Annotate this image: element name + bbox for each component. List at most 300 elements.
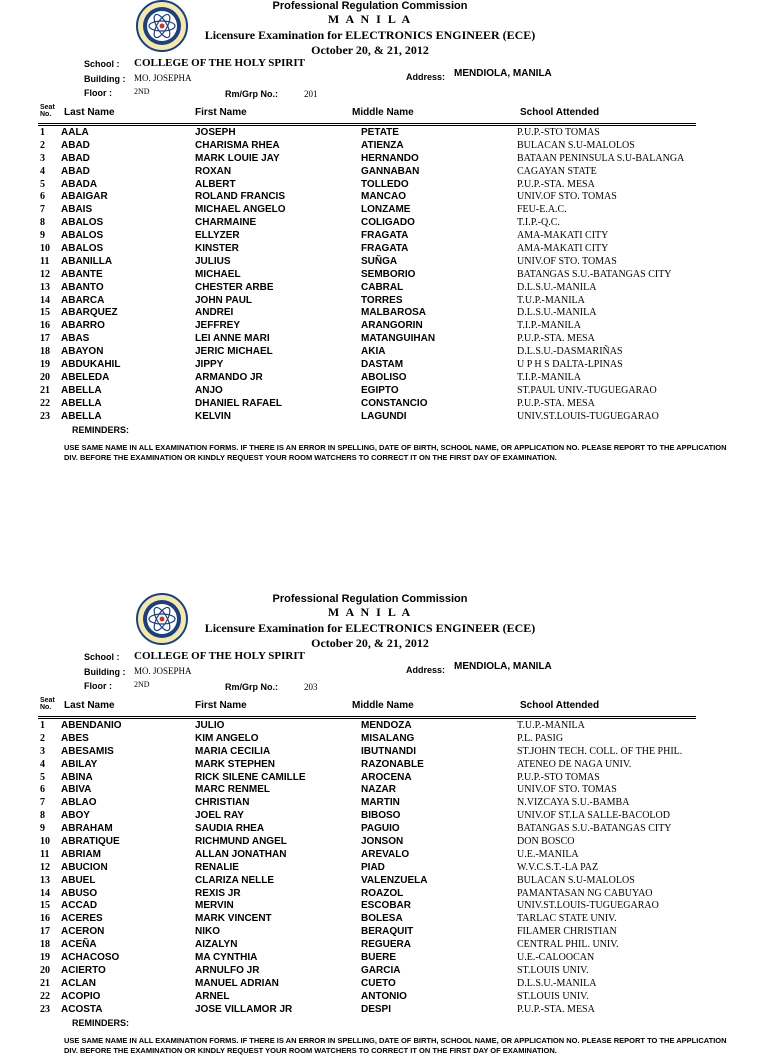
room-value: 201 — [304, 89, 318, 99]
table-row — [0, 346, 768, 359]
last-name: ABINA — [61, 771, 93, 783]
prc-seal-logo — [136, 0, 188, 52]
seat-no: 17 — [40, 333, 50, 345]
middle-name: BERAQUIT — [361, 926, 414, 938]
seat-no: 7 — [40, 797, 45, 809]
address-label: Address: — [406, 72, 446, 82]
seat-no: 10 — [40, 243, 50, 255]
school-attended: BULACAN S.U-MALOLOS — [517, 139, 635, 151]
first-name: CHARISMA RHEA — [195, 139, 280, 151]
table-row — [0, 359, 768, 372]
first-name: ELLYZER — [195, 230, 240, 242]
last-name: ACOSTA — [61, 1003, 103, 1015]
middle-name: BUERE — [361, 952, 397, 964]
last-name: ABARCA — [61, 294, 105, 306]
room-label: Rm/Grp No.: — [225, 89, 278, 99]
school-attended: CENTRAL PHIL. UNIV. — [517, 939, 619, 951]
last-name: ABALOS — [61, 217, 104, 229]
table-row — [0, 991, 768, 1004]
first-name: MARIA CECILIA — [195, 745, 271, 757]
middle-name: ATIENZA — [361, 139, 404, 151]
school-value: COLLEGE OF THE HOLY SPIRIT — [134, 57, 305, 69]
table-row — [0, 385, 768, 398]
last-name: ABRIAM — [61, 848, 101, 860]
seat-no: 5 — [40, 178, 45, 190]
table-row — [0, 166, 768, 179]
first-name: MA CYNTHIA — [195, 952, 258, 964]
school-attended: T.U.P.-MANILA — [517, 294, 585, 306]
middle-name: LONZAME — [361, 204, 411, 216]
table-row — [0, 243, 768, 256]
middle-name: SUÑGA — [361, 255, 398, 267]
last-name: ABAD — [61, 139, 90, 151]
school-attended: BATANGAS S.U.-BATANGAS CITY — [517, 823, 672, 835]
first-name: CHARMAINE — [195, 217, 257, 229]
table-row — [0, 191, 768, 204]
seat-no: 14 — [40, 294, 50, 306]
school-attended: FEU-E.A.C. — [517, 204, 567, 216]
school-attended: DON BOSCO — [517, 836, 575, 848]
seat-no: 19 — [40, 359, 50, 371]
table-row — [0, 746, 768, 759]
seat-no: 21 — [40, 977, 50, 989]
seat-no: 6 — [40, 191, 45, 203]
table-row — [0, 269, 768, 282]
room-section-2 — [0, 593, 768, 1063]
first-name: ARNULFO JR — [195, 964, 260, 976]
first-name-header: First Name — [195, 700, 247, 711]
seat-no: 23 — [40, 1003, 50, 1015]
last-name: ABIVA — [61, 784, 92, 796]
table-row — [0, 759, 768, 772]
school-attended: BULACAN S.U-MALOLOS — [517, 874, 635, 886]
address-value: MENDIOLA, MANILA — [454, 68, 552, 79]
school-attended: PAMANTASAN NG CABUYAO — [517, 887, 653, 899]
first-name: JOEL RAY — [195, 810, 244, 822]
table-row — [0, 217, 768, 230]
seat-no: 5 — [40, 771, 45, 783]
school-label: School : — [84, 59, 120, 69]
reminders-label: REMINDERS: — [72, 425, 130, 435]
table-row — [0, 720, 768, 733]
first-name: MARK STEPHEN — [195, 758, 276, 770]
first-name: RICK SILENE CAMILLE — [195, 771, 306, 783]
last-name: ACEÑA — [61, 939, 97, 951]
seat-no: 19 — [40, 952, 50, 964]
seat-no: 20 — [40, 371, 50, 383]
middle-name: DESPI — [361, 1003, 392, 1015]
seat-no: 16 — [40, 913, 50, 925]
table-row — [0, 849, 768, 862]
exam-date: October 20, & 21, 2012 — [311, 43, 429, 57]
seat-no: 10 — [40, 836, 50, 848]
school-attended: U.E.-CALOOCAN — [517, 952, 595, 964]
first-name: CHRISTIAN — [195, 797, 250, 809]
table-row — [0, 230, 768, 243]
first-name: DHANIEL RAFAEL — [195, 397, 283, 409]
middle-name: RAZONABLE — [361, 758, 424, 770]
last-name: ACOPIO — [61, 990, 101, 1002]
seat-no: 21 — [40, 384, 50, 396]
seat-no: 22 — [40, 990, 50, 1002]
last-name: ACIERTO — [61, 964, 106, 976]
exam-date: October 20, & 21, 2012 — [311, 636, 429, 650]
floor-value: 2ND — [134, 87, 150, 96]
middle-name: DASTAM — [361, 359, 404, 371]
first-name: MANUEL ADRIAN — [195, 977, 279, 989]
header-rule — [38, 718, 696, 719]
middle-name: GARCIA — [361, 964, 401, 976]
first-name: ROXAN — [195, 165, 232, 177]
address-label: Address: — [406, 665, 446, 675]
last-name: ABELEDA — [61, 371, 110, 383]
school-attended: U P H S DALTA-LPINAS — [517, 359, 623, 371]
school-attended: UNIV.OF STO. TOMAS — [517, 784, 617, 796]
last-name: ACERON — [61, 926, 105, 938]
middle-name-header: Middle Name — [352, 107, 414, 118]
school-attended: ST.LOUIS UNIV. — [517, 990, 589, 1002]
middle-name: BOLESA — [361, 913, 403, 925]
last-name: ABAS — [61, 333, 90, 345]
first-name: RENALIE — [195, 861, 239, 873]
room-value: 203 — [304, 682, 318, 692]
building-value: MO. JOSEPHA — [134, 73, 192, 83]
middle-name: REGUERA — [361, 939, 412, 951]
seat-no: 3 — [40, 745, 45, 757]
table-row — [0, 823, 768, 836]
city-title: M A N I L A — [327, 12, 413, 26]
school-attended: N.VIZCAYA S.U.-BAMBA — [517, 797, 630, 809]
middle-name: MATANGUIHAN — [361, 333, 436, 345]
school-attended: UNIV.OF ST.LA SALLE-BACOLOD — [517, 810, 670, 822]
middle-name: PETATE — [361, 127, 399, 138]
school-attended: P.L. PASIG — [517, 732, 564, 744]
first-name: MICHAEL — [195, 268, 241, 280]
table-row — [0, 797, 768, 810]
school-attended: U.E.-MANILA — [517, 848, 579, 860]
last-name: ABELLA — [61, 397, 102, 409]
table-row — [0, 295, 768, 308]
middle-name: MANCAO — [361, 191, 406, 203]
seat-no: 6 — [40, 784, 45, 796]
school-attended: ST.PAUL UNIV.-TUGUEGARAO — [517, 384, 657, 396]
seat-no: 7 — [40, 204, 45, 216]
middle-name: ANTONIO — [361, 990, 407, 1002]
last-name: ABALOS — [61, 243, 104, 255]
middle-name: VALENZUELA — [361, 874, 428, 886]
table-row — [0, 411, 768, 424]
last-name: ABUCION — [61, 861, 108, 873]
school-attended: W.V.C.S.T.-LA PAZ — [517, 861, 599, 873]
first-name: MARC RENMEL — [195, 784, 270, 796]
school-attended: T.U.P.-MANILA — [517, 720, 585, 731]
first-name: KELVIN — [195, 410, 231, 422]
seat-no: 16 — [40, 320, 50, 332]
first-name: JULIUS — [195, 255, 231, 267]
last-name: ABARQUEZ — [61, 307, 118, 319]
school-attended: P.U.P.-STA. MESA — [517, 333, 595, 345]
school-attended: UNIV.ST.LOUIS-TUGUEGARAO — [517, 900, 659, 912]
school-attended: P.U.P.-STA. MESA — [517, 397, 595, 409]
last-name: ABOY — [61, 810, 90, 822]
middle-name: GANNABAN — [361, 165, 420, 177]
middle-name: CABRAL — [361, 281, 404, 293]
last-name: ABES — [61, 732, 89, 744]
table-row — [0, 320, 768, 333]
last-name: ABDUKAHIL — [61, 359, 121, 371]
middle-name: ROAZOL — [361, 887, 404, 899]
building-label: Building : — [84, 667, 126, 677]
last-name: ABRAHAM — [61, 823, 113, 835]
table-row — [0, 179, 768, 192]
middle-name: NAZAR — [361, 784, 396, 796]
table-row — [0, 372, 768, 385]
school-attended: T.I.P.-Q.C. — [517, 217, 560, 229]
first-name-header: First Name — [195, 107, 247, 118]
seat-no: 15 — [40, 307, 50, 319]
reminders-label: REMINDERS: — [72, 1018, 130, 1028]
first-name: MERVIN — [195, 900, 234, 912]
school-attended: D.L.S.U.-MANILA — [517, 281, 597, 293]
floor-label: Floor : — [84, 88, 112, 98]
address-value: MENDIOLA, MANILA — [454, 661, 552, 672]
last-name: ABUSO — [61, 887, 98, 899]
first-name: JULIO — [195, 720, 225, 731]
seat-no: 13 — [40, 874, 50, 886]
middle-name-header: Middle Name — [352, 700, 414, 711]
middle-name: AROCENA — [361, 771, 412, 783]
middle-name: COLIGADO — [361, 217, 415, 229]
last-name: ABAYON — [61, 346, 104, 358]
table-row — [0, 333, 768, 346]
middle-name: MARTIN — [361, 797, 400, 809]
room-label: Rm/Grp No.: — [225, 682, 278, 692]
seat-no: 15 — [40, 900, 50, 912]
last-name: ABAD — [61, 152, 90, 164]
table-row — [0, 926, 768, 939]
school-attended: UNIV.ST.LOUIS-TUGUEGARAO — [517, 410, 659, 422]
last-name: ACHACOSO — [61, 952, 120, 964]
table-row — [0, 978, 768, 991]
seat-no: 18 — [40, 939, 50, 951]
first-name: ALBERT — [195, 178, 236, 190]
table-row — [0, 772, 768, 785]
exam-title: Licensure Examination for ELECTRONICS ENGINEER (ECE) — [204, 621, 536, 635]
middle-name: TORRES — [361, 294, 403, 306]
school-attended: D.L.S.U.-DASMARIÑAS — [517, 346, 623, 358]
middle-name: MALBAROSA — [361, 307, 426, 319]
middle-name: PIAD — [361, 861, 385, 873]
last-name: ABANILLA — [61, 255, 113, 267]
middle-name: HERNANDO — [361, 152, 419, 164]
seat-no-header: Seat No. — [40, 697, 55, 711]
last-name-header: Last Name — [64, 700, 115, 711]
first-name: JERIC MICHAEL — [195, 346, 273, 358]
first-name: MICHAEL ANGELO — [195, 204, 286, 216]
school-label: School : — [84, 652, 120, 662]
room-section-1 — [0, 0, 768, 470]
last-name: ABELLA — [61, 384, 102, 396]
seat-no: 8 — [40, 810, 45, 822]
first-name: NIKO — [195, 926, 220, 938]
last-name: ABRATIQUE — [61, 836, 120, 848]
seat-no: 20 — [40, 964, 50, 976]
city-title: M A N I L A — [327, 605, 413, 619]
table-row — [0, 862, 768, 875]
building-value: MO. JOSEPHA — [134, 666, 192, 676]
middle-name: IBUTNANDI — [361, 745, 416, 757]
middle-name: EGIPTO — [361, 384, 399, 396]
middle-name: ESCOBAR — [361, 900, 412, 912]
middle-name: JONSON — [361, 836, 404, 848]
middle-name: MISALANG — [361, 732, 415, 744]
table-row — [0, 127, 768, 140]
middle-name: PAGUIO — [361, 823, 400, 835]
school-attended-header: School Attended — [520, 107, 600, 118]
school-attended: D.L.S.U.-MANILA — [517, 977, 597, 989]
first-name: ALLAN JONATHAN — [195, 848, 287, 860]
first-name: LEI ANNE MARI — [195, 333, 270, 345]
seat-no: 22 — [40, 397, 50, 409]
school-attended: BATAAN PENINSULA S.U-BALANGA — [517, 152, 685, 164]
header-rule — [38, 125, 696, 126]
last-name: ABAIGAR — [61, 191, 108, 203]
header-rule — [38, 716, 696, 717]
org-name: Professional Regulation Commission — [272, 593, 468, 605]
first-name: KINSTER — [195, 243, 239, 255]
seat-no: 2 — [40, 732, 45, 744]
seat-no: 13 — [40, 281, 50, 293]
middle-name: CONSTANCIO — [361, 397, 428, 409]
first-name: REXIS JR — [195, 887, 241, 899]
seat-no: 11 — [40, 255, 50, 267]
table-row — [0, 256, 768, 269]
table-row — [0, 784, 768, 797]
middle-name: ABOLISO — [361, 371, 407, 383]
first-name: JOSEPH — [195, 127, 236, 138]
reminders-text: USE SAME NAME IN ALL EXAMINATION FORMS. IF THERE IS AN ERROR IN SPELLING, DATE OF BIRTH, SCHOOL NAME, OR APPLICATION NO. PLEASE REPORT TO THE APPLICATION DIV. BEFORE THE EXAMINATION OR KINDLY REQUEST YOUR ROOM WATCHERS TO CORRECT IT ON THE FIRST DAY OF EXAMINATION. — [64, 443, 727, 462]
floor-value: 2ND — [134, 680, 150, 689]
school-attended: D.L.S.U.-MANILA — [517, 307, 597, 319]
middle-name: AKIA — [361, 346, 386, 358]
school-value: COLLEGE OF THE HOLY SPIRIT — [134, 650, 305, 662]
middle-name: SEMBORIO — [361, 268, 416, 280]
middle-name: ARANGORIN — [361, 320, 423, 332]
school-attended: ST.LOUIS UNIV. — [517, 964, 589, 976]
first-name: JIPPY — [195, 359, 224, 371]
middle-name: BIBOSO — [361, 810, 401, 822]
seat-no: 12 — [40, 861, 50, 873]
last-name: ABARRO — [61, 320, 105, 332]
last-name: ACCAD — [61, 900, 98, 912]
prc-seal-logo — [136, 593, 188, 645]
first-name: JOSE VILLAMOR JR — [195, 1003, 293, 1015]
table-row — [0, 140, 768, 153]
table-row — [0, 733, 768, 746]
school-attended: UNIV.OF STO. TOMAS — [517, 191, 617, 203]
last-name: ABELLA — [61, 410, 102, 422]
first-name: ARMANDO JR — [195, 371, 263, 383]
school-attended: BATANGAS S.U.-BATANGAS CITY — [517, 268, 672, 280]
seat-no: 18 — [40, 346, 50, 358]
school-attended: P.U.P.-STO TOMAS — [517, 771, 600, 783]
table-row — [0, 952, 768, 965]
school-attended: UNIV.OF STO. TOMAS — [517, 255, 617, 267]
middle-name: CUETO — [361, 977, 396, 989]
seat-no: 2 — [40, 139, 45, 151]
last-name: ABESAMIS — [61, 745, 114, 757]
last-name: ACLAN — [61, 977, 96, 989]
first-name: MARK LOUIE JAY — [195, 152, 280, 164]
middle-name: FRAGATA — [361, 230, 409, 242]
table-row — [0, 836, 768, 849]
first-name: CLARIZA NELLE — [195, 874, 275, 886]
seat-no: 1 — [40, 720, 45, 731]
school-attended: P.U.P.-STA. MESA — [517, 1003, 595, 1015]
last-name: ABLAO — [61, 797, 97, 809]
school-attended: ST.JOHN TECH. COLL. OF THE PHIL. — [517, 745, 683, 757]
reminders-text: USE SAME NAME IN ALL EXAMINATION FORMS. IF THERE IS AN ERROR IN SPELLING, DATE OF BIRTH, SCHOOL NAME, OR APPLICATION NO. PLEASE REPORT TO THE APPLICATION DIV. BEFORE THE EXAMINATION OR KINDLY REQUEST YOUR ROOM WATCHERS TO CORRECT IT ON THE FIRST DAY OF EXAMINATION. — [64, 1036, 727, 1055]
first-name: MARK VINCENT — [195, 913, 272, 925]
last-name: ABADA — [61, 178, 98, 190]
last-name: ACERES — [61, 913, 103, 925]
last-name: AALA — [61, 127, 89, 138]
school-attended: T.I.P.-MANILA — [517, 371, 581, 383]
middle-name: MENDOZA — [361, 720, 412, 731]
last-name: ABILAY — [61, 758, 98, 770]
table-row — [0, 204, 768, 217]
seat-no: 11 — [40, 848, 50, 860]
seat-no: 4 — [40, 165, 45, 177]
last-name: ABANTO — [61, 281, 104, 293]
examinee-list — [0, 127, 768, 423]
school-attended: P.U.P.-STO TOMAS — [517, 127, 600, 138]
first-name: ANDREI — [195, 307, 234, 319]
school-attended: FILAMER CHRISTIAN — [517, 926, 617, 938]
table-row — [0, 900, 768, 913]
first-name: JEFFREY — [195, 320, 241, 332]
school-attended: AMA-MAKATI CITY — [517, 243, 609, 255]
table-row — [0, 810, 768, 823]
middle-name: AREVALO — [361, 848, 410, 860]
seat-no: 9 — [40, 823, 45, 835]
seat-no: 14 — [40, 887, 50, 899]
seat-no: 8 — [40, 217, 45, 229]
building-label: Building : — [84, 74, 126, 84]
middle-name: TOLLEDO — [361, 178, 409, 190]
first-name: SAUDIA RHEA — [195, 823, 265, 835]
first-name: ARNEL — [195, 990, 230, 1002]
seat-no: 12 — [40, 268, 50, 280]
table-row — [0, 888, 768, 901]
table-row — [0, 1004, 768, 1017]
seat-no: 3 — [40, 152, 45, 164]
middle-name: LAGUNDI — [361, 410, 407, 422]
first-name: RICHMUND ANGEL — [195, 836, 287, 848]
first-name: KIM ANGELO — [195, 732, 259, 744]
first-name: ANJO — [195, 384, 223, 396]
table-row — [0, 965, 768, 978]
first-name: JOHN PAUL — [195, 294, 253, 306]
school-attended: T.I.P.-MANILA — [517, 320, 581, 332]
seat-no: 4 — [40, 758, 45, 770]
school-attended: ATENEO DE NAGA UNIV. — [517, 758, 632, 770]
table-row — [0, 913, 768, 926]
last-name: ABANTE — [61, 268, 103, 280]
school-attended: AMA-MAKATI CITY — [517, 230, 609, 242]
seat-no: 9 — [40, 230, 45, 242]
seat-no-header: Seat No. — [40, 104, 55, 118]
